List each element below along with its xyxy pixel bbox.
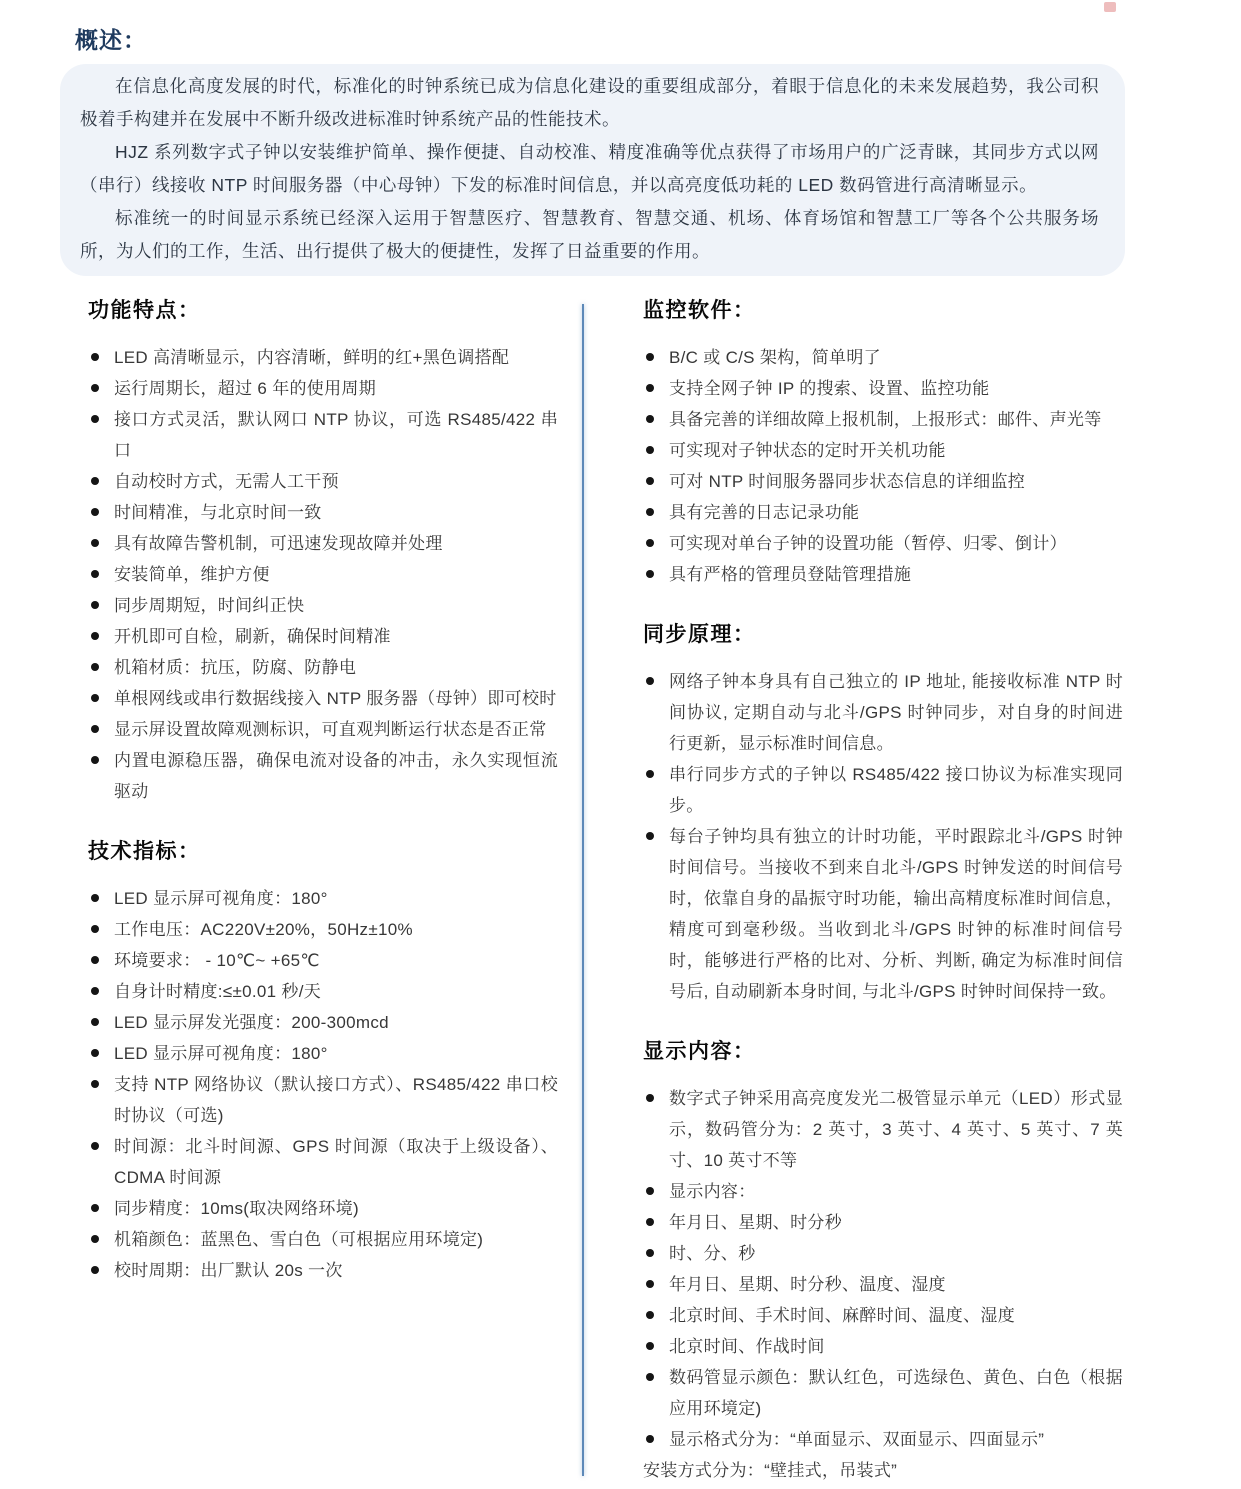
list-item (88, 883, 558, 914)
list-item-text: 支持 NTP 网络协议（默认接口方式）、RS485/422 串口校时协议（可选) (114, 1075, 558, 1125)
list-item-text: 时、分、秒 (669, 1244, 756, 1263)
list-item (643, 821, 1123, 1007)
list-item (643, 759, 1123, 821)
list-item-text: 可对 NTP 时间服务器同步状态信息的详细监控 (669, 472, 1026, 491)
list-item-text: LED 显示屏可视角度：180° (114, 1044, 328, 1063)
list-item-text: 时间精准，与北京时间一致 (114, 503, 322, 522)
section-title-display-content: 显示内容： (643, 1040, 756, 1063)
bullet-icon (646, 570, 654, 578)
list-item (88, 1255, 558, 1286)
list-item-text: 时间源：北斗时间源、GPS 时间源（取决于上级设备）、CDMA 时间源 (114, 1137, 558, 1187)
monitor-software-list (643, 342, 1123, 590)
list-item-text: 具有严格的管理员登陆管理措施 (669, 565, 912, 584)
list-item (643, 342, 1123, 373)
list-item (643, 559, 1123, 590)
bullet-icon (91, 925, 99, 933)
list-item-text: 可实现对单台子钟的设置功能（暂停、归零、倒计） (669, 534, 1067, 553)
list-item (88, 466, 558, 497)
list-item-text: 工作电压：AC220V±20%，50Hz±10% (114, 920, 413, 939)
corner-red-mark (1104, 2, 1116, 12)
list-item-text: 运行周期长，超过 6 年的使用周期 (114, 379, 377, 398)
bullet-icon (646, 677, 654, 685)
bullet-icon (646, 1373, 654, 1381)
list-item (88, 404, 558, 466)
list-item (88, 1069, 558, 1131)
list-item (643, 528, 1123, 559)
list-item (88, 559, 558, 590)
list-item (643, 1238, 1123, 1269)
bullet-icon (91, 1266, 99, 1274)
overview-box (60, 64, 1125, 276)
list-item (643, 666, 1123, 759)
section-specs (88, 837, 558, 1286)
list-item-text: 安装简单，维护方便 (114, 565, 270, 584)
bullet-icon (91, 415, 99, 423)
display-content-list (643, 1083, 1123, 1455)
list-item (88, 745, 558, 807)
list-item-text: LED 显示屏可视角度：180° (114, 889, 328, 908)
bullet-icon (646, 384, 654, 392)
list-item-text: 支持全网子钟 IP 的搜索、设置、监控功能 (669, 379, 990, 398)
bullet-icon (646, 1342, 654, 1350)
list-item (88, 1007, 558, 1038)
bullet-icon (646, 1435, 654, 1443)
bullet-icon (91, 632, 99, 640)
bullet-icon (91, 987, 99, 995)
list-item-text: 校时周期：出厂默认 20s 一次 (114, 1261, 343, 1280)
list-item-text: 显示格式分为：“单面显示、双面显示、四面显示” (669, 1430, 1045, 1449)
overview-title: 概述： (75, 27, 147, 53)
bullet-icon (646, 1218, 654, 1226)
section-sync-principle (643, 620, 1123, 1007)
list-item-text: 年月日、星期、时分秒、温度、湿度 (669, 1275, 946, 1294)
list-item (88, 714, 558, 745)
list-item (88, 945, 558, 976)
list-item-text: 自身计时精度:≤±0.01 秒/天 (114, 982, 322, 1001)
bullet-icon (646, 832, 654, 840)
bullet-icon (91, 601, 99, 609)
list-item-text: 串行同步方式的子钟以 RS485/422 接口协议为标准实现同步。 (669, 765, 1123, 815)
bullet-icon (646, 770, 654, 778)
list-item-text: 网络子钟本身具有自己独立的 IP 地址, 能接收标准 NTP 时间协议, 定期自动与北斗/GPS 时钟同步，对自身的时间进行更新，显示标准时间信息。 (669, 672, 1123, 753)
bullet-icon (91, 384, 99, 392)
bullet-icon (91, 1049, 99, 1057)
two-column-area (0, 296, 1241, 1486)
list-item-text: 数字式子钟采用高亮度发光二极管显示单元（LED）形式显示，数码管分为：2 英寸，3 英寸、4 英寸、5 英寸、7 英寸、10 英寸不等 (669, 1089, 1123, 1170)
list-item (88, 1038, 558, 1069)
list-item (88, 528, 558, 559)
section-features (88, 296, 558, 807)
column-divider (582, 304, 584, 1476)
bullet-icon (646, 477, 654, 485)
list-item (643, 1176, 1123, 1207)
list-item-text: B/C 或 C/S 架构，简单明了 (669, 348, 881, 367)
install-method-note: 安装方式分为：“壁挂式，吊装式” (643, 1461, 898, 1480)
list-item (643, 404, 1123, 435)
list-item (643, 1207, 1123, 1238)
left-column (88, 296, 558, 1286)
bullet-icon (646, 1311, 654, 1319)
overview-paragraph: HJZ 系列数字式子钟以安装维护简单、操作便捷、自动校准、精度准确等优点获得了市场用户的广泛青睐，其同步方式以网（串行）线接收 NTP 时间服务器（中心母钟）下发的标准时间信息，并以高亮度低功耗的 LED 数码管进行高清晰显示。 (80, 142, 1099, 195)
list-item-text: 同步精度：10ms(取决网络环境) (114, 1199, 359, 1218)
bullet-icon (646, 415, 654, 423)
section-title-monitor-software: 监控软件： (643, 299, 756, 322)
list-item-text: 内置电源稳压器，确保电流对设备的冲击，永久实现恒流驱动 (114, 751, 558, 801)
section-display-content (643, 1037, 1123, 1486)
list-item (643, 1424, 1123, 1455)
list-item (88, 373, 558, 404)
bullet-icon (91, 1080, 99, 1088)
features-list (88, 342, 558, 807)
list-item (88, 497, 558, 528)
bullet-icon (91, 508, 99, 516)
overview-paragraph: 标准统一的时间显示系统已经深入运用于智慧医疗、智慧教育、智慧交通、机场、体育场馆和智慧工厂等各个公共服务场所，为人们的工作，生活、出行提供了极大的便捷性，发挥了日益重要的作用。 (80, 208, 1099, 261)
list-item-text: LED 高清晰显示，内容清晰，鲜明的红+黑色调搭配 (114, 348, 510, 367)
list-item (88, 976, 558, 1007)
bullet-icon (91, 1235, 99, 1243)
bullet-icon (646, 353, 654, 361)
list-item-text: 具有完善的日志记录功能 (669, 503, 860, 522)
bullet-icon (646, 539, 654, 547)
list-item (643, 497, 1123, 528)
list-item-text: 显示内容： (669, 1182, 756, 1201)
list-item-text: 开机即可自检，刷新，确保时间精准 (114, 627, 391, 646)
list-item (88, 914, 558, 945)
list-item (643, 1362, 1123, 1424)
list-item-text: 自动校时方式，无需人工干预 (114, 472, 339, 491)
list-item (643, 1331, 1123, 1362)
bullet-icon (91, 1018, 99, 1026)
bullet-icon (91, 570, 99, 578)
list-item (88, 683, 558, 714)
list-item-text: 机箱材质：抗压，防腐、防静电 (114, 658, 357, 677)
list-item-text: 同步周期短，时间纠正快 (114, 596, 305, 615)
list-item-text: 年月日、星期、时分秒 (669, 1213, 842, 1232)
list-item-text: 北京时间、作战时间 (669, 1337, 825, 1356)
list-item (643, 435, 1123, 466)
list-item-text: 显示屏设置故障观测标识，可直观判断运行状态是否正常 (114, 720, 547, 739)
overview-paragraph: 在信息化高度发展的时代，标准化的时钟系统已成为信息化建设的重要组成部分，着眼于信息化的未来发展趋势，我公司积极着手构建并在发展中不断升级改进标准时钟系统产品的性能技术。 (80, 76, 1099, 129)
bullet-icon (91, 725, 99, 733)
list-item (88, 1224, 558, 1255)
list-item-text: 具有故障告警机制，可迅速发现故障并处理 (114, 534, 443, 553)
bullet-icon (91, 1204, 99, 1212)
bullet-icon (646, 1249, 654, 1257)
list-item (643, 1300, 1123, 1331)
section-title-sync-principle: 同步原理： (643, 623, 756, 646)
bullet-icon (91, 477, 99, 485)
list-item (88, 342, 558, 373)
list-item (643, 1083, 1123, 1176)
list-item (88, 590, 558, 621)
list-item-text: 每台子钟均具有独立的计时功能，平时跟踪北斗/GPS 时钟时间信号。当接收不到来自北斗/GPS 时钟发送的时间信号时，依靠自身的晶振守时功能，输出高精度标准时间信息，精度可到毫秒级。当收到北斗/GPS 时钟的标准时间信号时，能够进行严格的比对、分析、判断, 确定为标准时间信号后, 自动刷新本身时间, 与北斗/GPS 时钟时间保持一致。 (669, 827, 1123, 1001)
bullet-icon (91, 694, 99, 702)
right-column (643, 296, 1123, 1486)
bullet-icon (91, 539, 99, 547)
list-item-text: 环境要求： - 10℃~ +65℃ (114, 951, 320, 970)
list-item (88, 1193, 558, 1224)
list-item-text: 可实现对子钟状态的定时开关机功能 (669, 441, 946, 460)
bullet-icon (646, 1094, 654, 1102)
list-item-text: 北京时间、手术时间、麻醉时间、温度、湿度 (669, 1306, 1015, 1325)
bullet-icon (646, 1187, 654, 1195)
list-item (88, 652, 558, 683)
list-item (643, 373, 1123, 404)
list-item-text: 单根网线或串行数据线接入 NTP 服务器（母钟）即可校时 (114, 689, 557, 708)
list-item-text: LED 显示屏发光强度：200-300mcd (114, 1013, 389, 1032)
bullet-icon (646, 1280, 654, 1288)
bullet-icon (91, 894, 99, 902)
bullet-icon (91, 353, 99, 361)
bullet-icon (646, 508, 654, 516)
specs-list (88, 883, 558, 1286)
list-item-text: 数码管显示颜色：默认红色，可选绿色、黄色、白色（根据应用环境定) (669, 1368, 1123, 1418)
bullet-icon (91, 1142, 99, 1150)
list-item (88, 1131, 558, 1193)
list-item-text: 机箱颜色：蓝黑色、雪白色（可根据应用环境定) (114, 1230, 484, 1249)
bullet-icon (646, 446, 654, 454)
bullet-icon (91, 663, 99, 671)
list-item-text: 接口方式灵活，默认网口 NTP 协议，可选 RS485/422 串口 (114, 410, 558, 460)
section-title-features: 功能特点： (88, 299, 201, 322)
section-title-specs: 技术指标： (88, 840, 201, 863)
section-monitor-software (643, 296, 1123, 590)
bullet-icon (91, 756, 99, 764)
list-item (643, 1269, 1123, 1300)
list-item (643, 466, 1123, 497)
bullet-icon (91, 956, 99, 964)
list-item (88, 621, 558, 652)
sync-principle-list (643, 666, 1123, 1007)
list-item-text: 具备完善的详细故障上报机制，上报形式：邮件、声光等 (669, 410, 1102, 429)
